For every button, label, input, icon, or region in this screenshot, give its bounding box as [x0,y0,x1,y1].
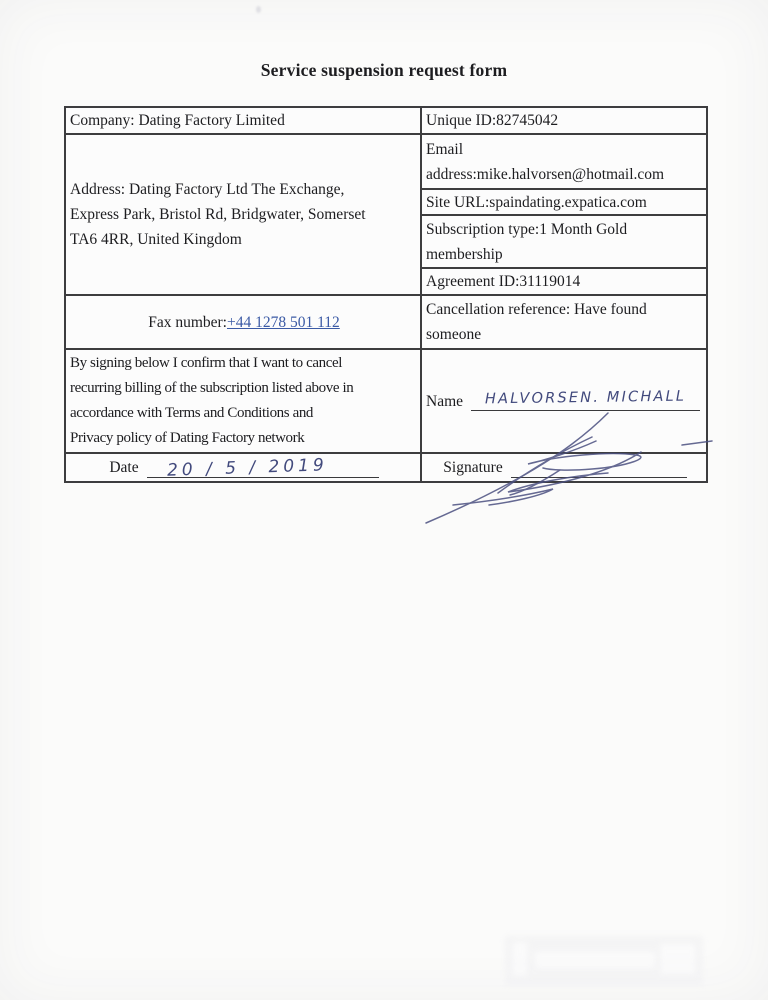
date-label: Date [109,459,139,476]
address-line: Address: Dating Factory Ltd The Exchange, [70,181,345,198]
name-label: Name [426,392,464,410]
address-line: Express Park, Bristol Rd, Bridgwater, Somerset [70,206,366,223]
subscription-cell [422,216,706,269]
table-right-column [420,108,706,481]
company-cell [66,108,420,135]
agreement-id-text: Agreement ID:31119014 [426,273,581,290]
signature-label: Signature [443,459,503,476]
confirmation-line: recurring billing of the subscription listed above in [70,380,354,396]
scan-speck [256,6,261,13]
signature-underline [511,458,687,478]
page-title: Service suspension request form [260,60,508,80]
email-line: address:mike.halvorsen@hotmail.com [426,165,665,183]
fax-number-link[interactable]: +44 1278 501 112 [226,313,340,331]
cancellation-line: Cancellation reference: Have found [426,301,647,318]
company-text: Company: Dating Factory Limited [70,112,285,129]
name-underline [471,388,700,411]
date-cell [66,454,420,481]
cancellation-cell [422,296,706,350]
faded-watermark [505,936,703,986]
date-underline [147,454,379,481]
signature-cell [422,454,706,481]
email-cell [422,135,706,190]
fax-label: Fax number: [148,313,227,331]
confirmation-line: Privacy policy of Dating Factory network [70,430,305,446]
subscription-line: Subscription type:1 Month Gold [426,220,628,238]
handwritten-name: HALVORSEN. MICHALL [484,388,687,408]
subscription-line: membership [426,245,503,263]
unique-id-text: Unique ID:82745042 [426,112,559,129]
site-url-text: Site URL:spaindating.expatica.com [426,193,647,211]
handwritten-date: 20 / 5 / 2019 [166,454,328,481]
name-cell [422,350,706,454]
confirmation-line: By signing below I confirm that I want to cancel [70,355,342,371]
form-table [64,106,708,483]
agreement-id-cell [422,269,706,296]
confirmation-cell [66,350,420,454]
unique-id-cell [422,108,706,135]
site-url-cell [422,190,706,216]
confirmation-line: accordance with Terms and Conditions and [70,405,314,421]
email-line: Email [426,140,464,158]
address-cell [66,135,420,296]
fax-cell [66,296,420,350]
cancellation-line: someone [426,326,482,343]
table-left-column [66,108,420,481]
address-line: TA6 4RR, United Kingdom [70,231,242,248]
